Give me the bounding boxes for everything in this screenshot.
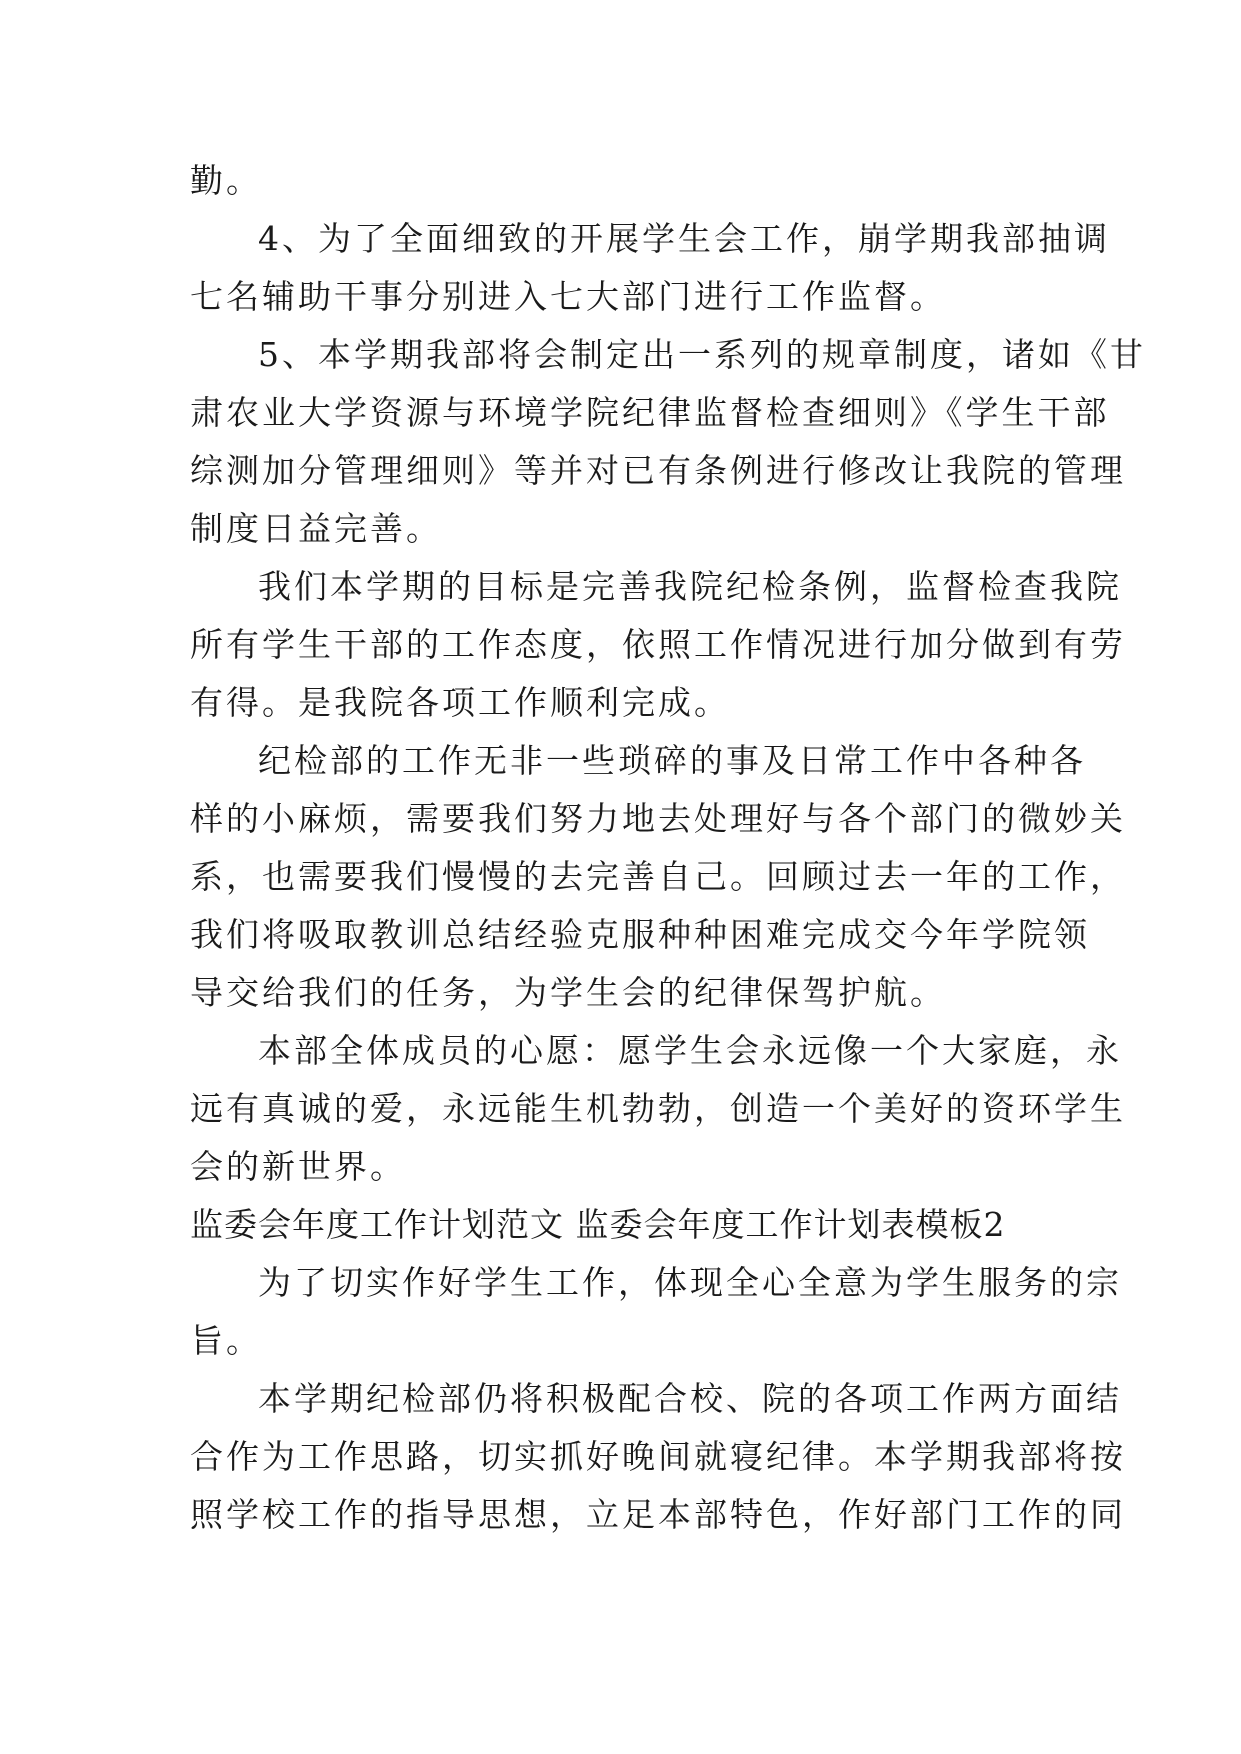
text-line: 5、本学期我部将会制定出一系列的规章制度，诸如《甘 (258, 335, 1146, 374)
text-line: 本部全体成员的心愿：愿学生会永远像一个大家庭，永 (258, 1031, 1122, 1070)
text-line: 4、为了全面细致的开展学生会工作，崩学期我部抽调 (258, 219, 1110, 258)
text-line: 纪检部的工作无非一些琐碎的事及日常工作中各种各 (258, 741, 1086, 780)
document-body (190, 152, 1146, 1544)
text-line: 导交给我们的任务，为学生会的纪律保驾护航。 (190, 973, 946, 1012)
text-line: 会的新世界。 (190, 1147, 406, 1186)
text-line: 远有真诚的爱，永远能生机勃勃，创造一个美好的资环学生 (190, 1089, 1126, 1128)
text-line: 我们本学期的目标是完善我院纪检条例，监督检查我院 (258, 567, 1122, 606)
text-line: 我们将吸取教训总结经验克服种种困难完成交今年学院领 (190, 915, 1090, 954)
text-line: 所有学生干部的工作态度，依照工作情况进行加分做到有劳 (190, 625, 1126, 664)
text-line: 勤。 (190, 161, 262, 200)
text-line: 系，也需要我们慢慢的去完善自己。回顾过去一年的工作， (190, 857, 1126, 896)
text-line: 合作为工作思路，切实抓好晚间就寝纪律。本学期我部将按 (190, 1437, 1126, 1476)
text-line: 样的小麻烦，需要我们努力地去处理好与各个部门的微妙关 (190, 799, 1126, 838)
text-line: 为了切实作好学生工作，体现全心全意为学生服务的宗 (258, 1263, 1122, 1302)
text-line: 制度日益完善。 (190, 509, 442, 548)
text-line: 七名辅助干事分别进入七大部门进行工作监督。 (190, 277, 946, 316)
text-line: 照学校工作的指导思想，立足本部特色，作好部门工作的同 (190, 1495, 1126, 1534)
text-line: 本学期纪检部仍将积极配合校、院的各项工作两方面结 (258, 1379, 1122, 1418)
text-line: 旨。 (190, 1321, 262, 1360)
section-heading: 监委会年度工作计划范文 监委会年度工作计划表模板2 (190, 1205, 1006, 1244)
text-line: 综测加分管理细则》等并对已有条例进行修改让我院的管理 (190, 451, 1126, 490)
text-line: 肃农业大学资源与环境学院纪律监督检查细则》《学生干部 (190, 393, 1110, 432)
text-line: 有得。是我院各项工作顺利完成。 (190, 683, 730, 722)
